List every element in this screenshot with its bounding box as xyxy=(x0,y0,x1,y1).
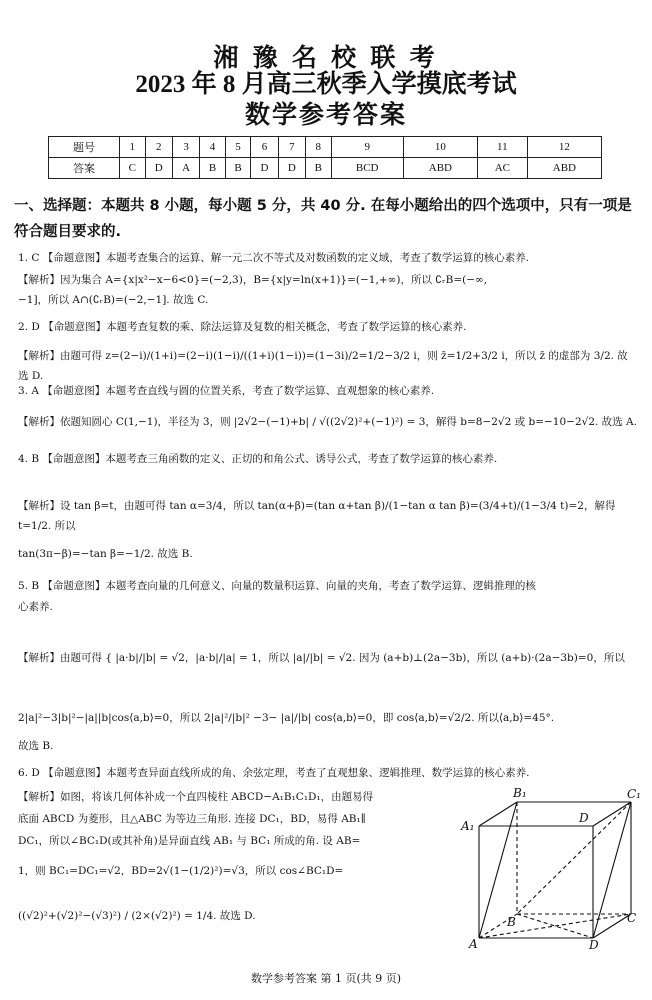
q6-intent: 6. D 【命题意图】本题考查异面直线所成的角、余弦定理，考查了直观想象、逻辑推理、数学运算的核心素养. xyxy=(18,767,530,779)
label-B: B xyxy=(507,915,516,929)
table-cell: 12 xyxy=(527,137,601,158)
q4-solution-cont: tan(3π−β)=−tan β=−1/2. 故选 B. xyxy=(18,548,193,560)
page-footer: 数学参考答案 第 1 页(共 9 页) xyxy=(250,972,402,985)
label-D: D xyxy=(589,938,599,951)
answer-table xyxy=(48,136,602,179)
label-B1: B₁ xyxy=(513,786,527,800)
q6-solution-line3: DC₁，所以∠BC₁D(或其补角)是异面直线 AB₁ 与 BC₁ 所成的角. 设 AB= xyxy=(18,835,361,847)
table-cell: AC xyxy=(477,158,527,179)
section-heading: 一、选择题：本题共 8 小题，每小题 5 分，共 40 分. 在每小题给出的四个选项中，只有一项是符合题目要求的. xyxy=(14,198,632,240)
table-cell: 3 xyxy=(172,137,199,158)
q6-solution-line5: ((√2)²+(√2)²−(√3)²) / (2×(√2)²) = 1/4. 故选 D. xyxy=(18,910,256,922)
exam-org-title: 湘 豫 名 校 联 考 xyxy=(213,45,439,72)
q4-intent: 4. B 【命题意图】本题考查三角函数的定义、正切的和角公式、诱导公式，考查了数学运算的核心素养. xyxy=(18,453,498,465)
label-C1: C₁ xyxy=(627,787,641,801)
q3-intent: 3. A 【命题意图】本题考查直线与圆的位置关系，考查了数学运算、直观想象的核心素养. xyxy=(18,385,435,397)
table-cell: D xyxy=(145,158,172,179)
table-cell: 10 xyxy=(403,137,477,158)
table-cell: B xyxy=(225,158,251,179)
table-cell: 9 xyxy=(331,137,403,158)
table-cell: B xyxy=(200,158,226,179)
q6-solution-line2: 底面 ABCD 为菱形，且△ABC 为等边三角形. 连接 DC₁，BD，易得 AB₁∥ xyxy=(18,813,366,825)
q5-intent: 5. B 【命题意图】本题考查向量的几何意义、向量的数量积运算、向量的夹角，考查了数学运算、逻辑推理的核 xyxy=(18,580,536,592)
q4-solution: 【解析】设 tan β=t，由题可得 tan α=3/4，所以 tan(α+β)=(tan α+tan β)/(1−tan α tan β)=(3/4+t)/(1−3/4 t)=2，解得 t=1/2. 所以 xyxy=(18,500,616,532)
question-number-row xyxy=(49,137,602,158)
q6-solution: 【解析】如图，将该几何体补成一个直四棱柱 ABCD−A₁B₁C₁D₁，由题易得 xyxy=(18,791,374,803)
q1-solution: 【解析】因为集合 A={x|x²−x−6<0}=(−2,3)，B={x|y=ln(x+1)}=(−1,+∞)，所以 ∁ᵣB=(−∞, xyxy=(18,274,488,286)
answer-row xyxy=(49,158,602,179)
table-cell: 答案 xyxy=(49,158,120,179)
q3-solution: 【解析】依题知圆心 C(1,−1)，半径为 3，则 |2√2−(−1)+b| / √((2√2)²+(−1)²) = 3，解得 b=8−2√2 或 b=−10−2√2. 故选 A. xyxy=(18,416,637,428)
label-C: C xyxy=(627,911,637,925)
table-cell: B xyxy=(306,158,332,179)
table-cell: ABD xyxy=(527,158,601,179)
table-cell: 1 xyxy=(120,137,146,158)
exam-name-title: 2023 年 8 月高三秋季入学摸底考试 xyxy=(135,71,517,98)
label-A1: A₁ xyxy=(461,819,475,833)
table-cell: 7 xyxy=(278,137,305,158)
table-cell: 2 xyxy=(145,137,172,158)
table-cell: A xyxy=(172,158,199,179)
q1-solution-cont: −1]，所以 A∩(∁ᵣB)=(−2,−1]. 故选 C. xyxy=(18,294,209,306)
label-D1: D xyxy=(579,811,589,825)
table-cell: ABD xyxy=(403,158,477,179)
table-cell: 4 xyxy=(200,137,226,158)
table-cell: 11 xyxy=(477,137,527,158)
prism-figure xyxy=(455,786,645,951)
table-cell: 5 xyxy=(225,137,251,158)
table-cell: D xyxy=(251,158,278,179)
table-cell: 题号 xyxy=(49,137,120,158)
q2-solution: 【解析】由题可得 z=(2−i)/(1+i)=(2−i)(1−i)/((1+i)(1−i))=(1−3i)/2=1/2−3/2 i，则 z̄=1/2+3/2 i，所以 z̄ 的虚部为 3/2. 故选 D. xyxy=(18,350,628,382)
q5-intent-cont: 心素养. xyxy=(18,601,53,613)
answer-key-title: 数学参考答案 xyxy=(244,102,407,129)
table-cell: 6 xyxy=(251,137,278,158)
q5-solution: 【解析】由题可得 { |a·b|/|b| = √2，|a·b|/|a| = 1，所以 |a|/|b| = √2. 因为 (a+b)⊥(2a−3b)，所以 (a+b)·(2a−3b)=0，所以 xyxy=(18,652,625,664)
q5-conclusion: 故选 B. xyxy=(18,740,54,752)
q1-intent: 1. C 【命题意图】本题考查集合的运算、解一元二次不等式及对数函数的定义域，考查了数学运算的核心素养. xyxy=(18,252,530,264)
table-cell: 8 xyxy=(306,137,332,158)
table-cell: BCD xyxy=(331,158,403,179)
label-A: A xyxy=(469,937,478,951)
q6-solution-line4: 1，则 BC₁=DC₁=√2，BD=2√(1−(1/2)²)=√3，所以 cos∠BC₁D= xyxy=(18,865,344,877)
q2-intent: 2. D 【命题意图】本题考查复数的乘、除法运算及复数的相关概念，考查了数学运算的核心素养. xyxy=(18,321,467,333)
q5-solution-cont: 2|a|²−3|b|²−|a||b|cos⟨a,b⟩=0，所以 2|a|²/|b|² −3− |a|/|b| cos⟨a,b⟩=0，即 cos⟨a,b⟩=√2/2. 所以⟨a,b⟩=45°. xyxy=(18,712,555,724)
table-cell: C xyxy=(120,158,146,179)
table-cell: D xyxy=(278,158,305,179)
